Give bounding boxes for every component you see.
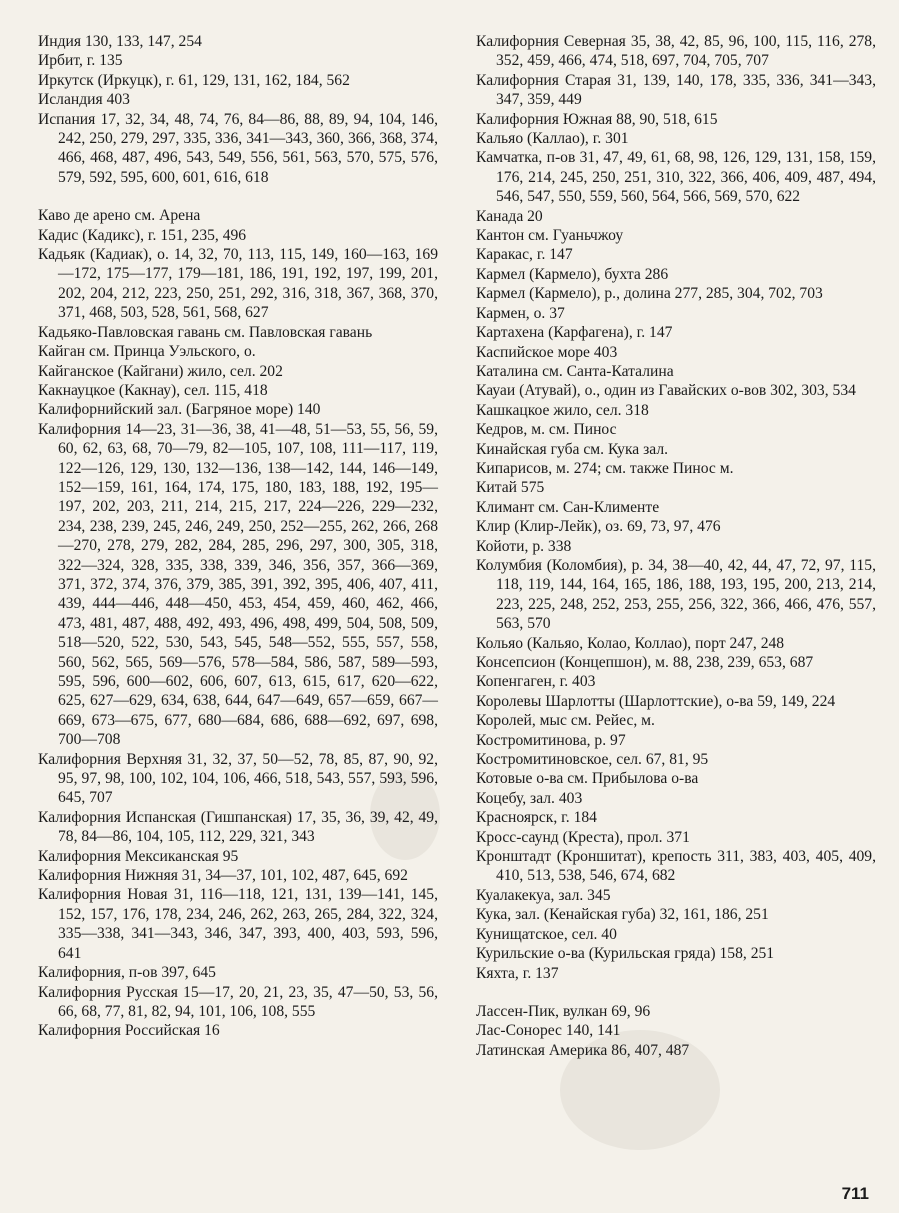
index-entry: Куалакекуа, зал. 345 — [476, 886, 611, 904]
index-entry: Калифорния Южная 88, 90, 518, 615 — [476, 110, 718, 128]
index-entry: Калифорния Российская 16 — [38, 1022, 220, 1040]
index-entry: Калифорния Нижняя 31, 34—37, 101, 102, 487, 645, 692 — [38, 867, 408, 885]
index-entry: Калифорния Новая 31, 116—118, 121, 131, 139—141, 145, 152, 157, 176, 178, 234, 246, 262, 263, 265, 284, 322, 324, 335—338, 341—343, 346, 347, 393, 400, 403, 593, 596, 641 — [38, 886, 438, 962]
index-entry: Калифорния, п-ов 397, 645 — [38, 964, 216, 982]
index-entry: Латинская Америка 86, 407, 487 — [476, 1041, 690, 1059]
index-entry: Кальяо (Каллао), г. 301 — [476, 130, 629, 148]
index-entry: Кадьяк (Кадиак), о. 14, 32, 70, 113, 115, 149, 160—163, 169—172, 175—177, 179—181, 186, 191, 192, 197, 199, 201, 202, 204, 212, 223, 250, 251, 292, 316, 318, 367, 368, 370, 371, 468, 503, 528, 561, 568, 627 — [38, 246, 438, 322]
index-entry: Калифорния Старая 31, 139, 140, 178, 335, 336, 341—343, 347, 359, 449 — [476, 71, 876, 109]
index-entry: Каталина см. Санта-Каталина — [476, 362, 674, 380]
index-column-right — [476, 32, 876, 1060]
index-entry: Кадьяко-Павловская гавань см. Павловская гавань — [38, 323, 373, 341]
index-entry: Кунищатское, сел. 40 — [476, 925, 617, 943]
index-entry: Кадис (Кадикс), г. 151, 235, 496 — [38, 226, 247, 244]
index-entry: Кинайская губа см. Кука зал. — [476, 440, 669, 458]
index-entry: Кашкацкое жило, сел. 318 — [476, 401, 649, 419]
index-entry: Кантон см. Гуаньчжоу — [476, 227, 624, 245]
index-entry: Картахена (Карфагена), г. 147 — [476, 324, 673, 342]
index-entry: Исландия 403 — [38, 91, 130, 109]
index-entry: Калифорния Верхняя 31, 32, 37, 50—52, 78, 85, 87, 90, 92, 95, 97, 98, 100, 102, 104, 106, 466, 518, 543, 557, 593, 596, 645, 707 — [38, 750, 438, 807]
index-entry: Камчатка, п-ов 31, 47, 49, 61, 68, 98, 126, 129, 131, 158, 159, 176, 214, 245, 250, 251, 310, 322, 366, 406, 409, 487, 494, 546, 547, 550, 559, 560, 564, 566, 569, 570, 622 — [476, 149, 876, 206]
index-entry: Индия 130, 133, 147, 254 — [38, 33, 202, 50]
index-entry: Кипарисов, м. 274; см. также Пинос м. — [476, 459, 734, 477]
index-entry: Кайганское (Кайгани) жило, сел. 202 — [38, 362, 283, 380]
index-entry: Королей, мыс см. Рейес, м. — [476, 712, 655, 730]
index-entry: Королевы Шарлотты (Шарлоттские), о-ва 59, 149, 224 — [476, 692, 836, 710]
index-entry: Каракас, г. 147 — [476, 246, 573, 264]
index-entry: Калифорния Северная 35, 38, 42, 85, 96, 100, 115, 116, 278, 352, 459, 466, 474, 518, 697, 704, 705, 707 — [476, 33, 876, 70]
index-entry: Курильские о-ва (Курильская гряда) 158, 251 — [476, 945, 775, 963]
index-entry: Кольяо (Кальяо, Колао, Коллао), порт 247, 248 — [476, 634, 785, 652]
index-entry: Коцебу, зал. 403 — [476, 789, 583, 807]
index-entry: Китай 575 — [476, 479, 545, 497]
index-entry: Клир (Клир-Лейк), оз. 69, 73, 97, 476 — [476, 518, 721, 536]
index-entry: Котовые о-ва см. Прибылова о-ва — [476, 770, 699, 788]
index-entry: Консепсион (Концепшон), м. 88, 238, 239, 653, 687 — [476, 654, 814, 671]
index-entry: Климант см. Сан-Клименте — [476, 498, 660, 516]
index-entry: Калифорния Испанская (Гишпанская) 17, 35, 36, 39, 42, 49, 78, 84—86, 104, 105, 112, 229, 321, 343 — [38, 808, 438, 846]
index-entry: Кросс-саунд (Креста), прол. 371 — [476, 828, 690, 846]
page-number: 711 — [841, 1184, 869, 1203]
index-entry: Лас-Сонорес 140, 141 — [476, 1022, 621, 1040]
index-entry: Канада 20 — [476, 207, 543, 225]
index-entry: Копенгаген, г. 403 — [476, 673, 596, 691]
index-entry: Калифорния Русская 15—17, 20, 21, 23, 35, 47—50, 53, 56, 66, 68, 77, 81, 82, 94, 101, 106, 108, 555 — [38, 983, 438, 1020]
index-entry: Кука, зал. (Кенайская губа) 32, 161, 186, 251 — [476, 906, 769, 924]
index-entry: Кяхта, г. 137 — [476, 964, 559, 982]
index-entry: Кармел (Кармело), р., долина 277, 285, 304, 702, 703 — [476, 285, 823, 303]
index-entry: Кедров, м. см. Пинос — [476, 421, 617, 439]
index-entry: Калифорния 14—23, 31—36, 38, 41—48, 51—53, 55, 56, 59, 60, 62, 63, 68, 70—79, 82—105, 107, 108, 111—117, 119, 122—126, 129, 130, 132—136, 138—142, 144, 146—149, 152—159, 161, 164, 174, 175, 180, 183, 188, 192, 195—197, 202, 203, 211, 214, 215, 217, 224—226, 229—232, 234, 238, 239, 245, 246, 249, 250, 252—255, 262, 266, 268—270, 278, 279, 282, 284, 285, 296, 297, 300, 305, 318, 322—324, 328, 335, 338, 339, 346, 356, 357, 366—369, 371, 372, 374, 376, 379, 385, 391, 392, 395, 406, 407, 411, 439, 444—446, 448—450, 453, 454, 459, 460, 462, 466, 473, 481, 487, 488, 492, 493, 496, 498, 499, 504, 508, 509, 518—520, 522, 530, 543, 545, 548—552, 555, 557, 558, 560, 562, 565, 569—576, 578—584, 586, 587, 589—593, 595, 596, 600—602, 606, 607, 613, 615, 617, 620—622, 625, 627—629, 634, 638, 644, 647—649, 657—659, 667—669, 673—675, 677, 680—684, 686, 688—692, 697, 698, 700—708 — [38, 420, 438, 749]
index-entry: Койоти, р. 338 — [476, 537, 572, 555]
index-entry: Костромитинова, р. 97 — [476, 731, 626, 749]
index-entry: Лассен-Пик, вулкан 69, 96 — [476, 1002, 651, 1020]
index-entry: Кайган см. Принца Уэльского, о. — [38, 343, 256, 361]
index-entry: Каспийское море 403 — [476, 343, 618, 361]
index-entry: Какнауцкое (Какнау), сел. 115, 418 — [38, 381, 268, 399]
index-entry: Кармен, о. 37 — [476, 304, 565, 322]
index-entry: Испания 17, 32, 34, 48, 74, 76, 84—86, 88, 89, 94, 104, 146, 242, 250, 279, 297, 335, 336, 341—343, 360, 366, 368, 374, 466, 468, 487, 496, 543, 549, 556, 561, 563, 570, 575, 576, 579, 592, 595, 600, 601, 616, 618 — [38, 110, 438, 186]
index-entry: Калифорния Мексиканская 95 — [38, 847, 239, 865]
index-entry: Красноярск, г. 184 — [476, 809, 597, 827]
index-entry: Кармел (Кармело), бухта 286 — [476, 265, 669, 283]
index-entry: Кронштадт (Кроншитат), крепость 311, 383, 403, 405, 409, 410, 513, 538, 546, 674, 682 — [476, 848, 876, 885]
index-column-left — [38, 32, 438, 1041]
index-entry: Калифорнийский зал. (Багряное море) 140 — [38, 401, 321, 419]
index-entry: Кауаи (Атувай), о., один из Гавайских о-вов 302, 303, 534 — [476, 382, 856, 400]
index-entry: Колумбия (Коломбия), р. 34, 38—40, 42, 44, 47, 72, 97, 115, 118, 119, 144, 164, 165, 186, 188, 193, 195, 200, 213, 214, 223, 225, 248, 252, 253, 255, 256, 322, 366, 466, 476, 557, 563, 570 — [476, 556, 876, 633]
index-entry: Ирбит, г. 135 — [38, 52, 123, 70]
index-entry: Каво де арено см. Арена — [38, 207, 201, 225]
index-entry: Иркутск (Иркуцк), г. 61, 129, 131, 162, 184, 562 — [38, 71, 350, 89]
index-entry: Костромитиновское, сел. 67, 81, 95 — [476, 751, 709, 769]
